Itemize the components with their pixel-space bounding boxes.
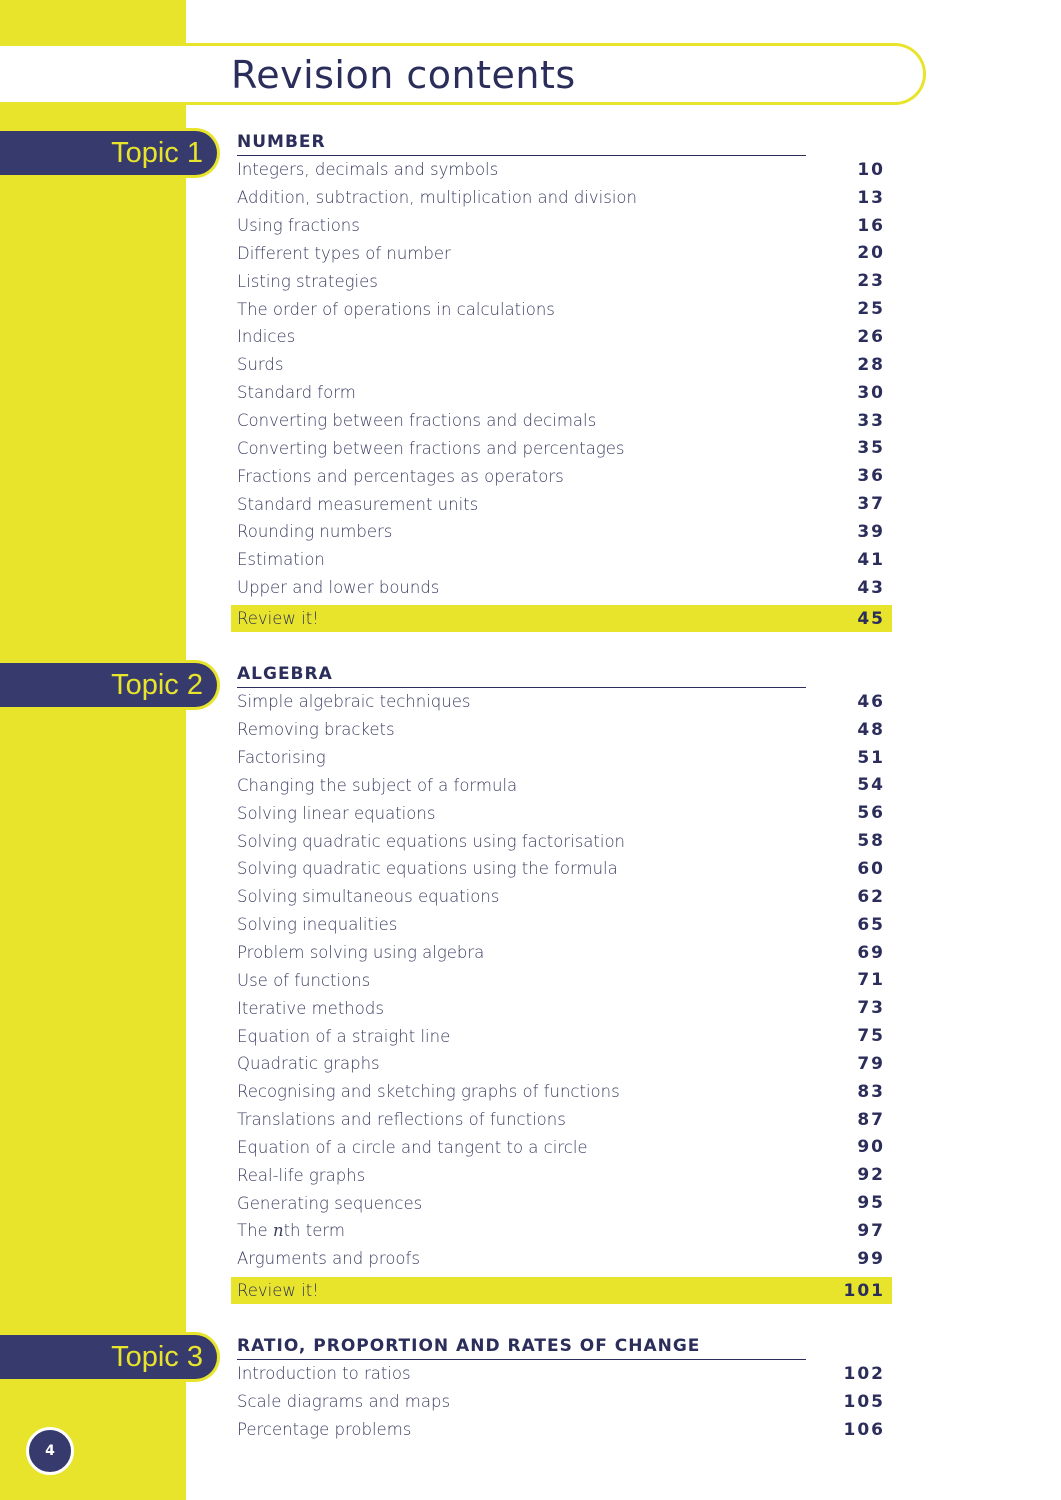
toc-entry[interactable]: [237, 827, 885, 855]
entry-page-number: 43: [857, 577, 885, 598]
entry-title: Solving simultaneous equations: [237, 887, 500, 907]
entry-title: Standard form: [237, 383, 356, 403]
entry-list-algebra: [237, 688, 885, 1273]
toc-entry[interactable]: [237, 994, 885, 1022]
entry-page-number: 75: [857, 1026, 885, 1047]
entry-page-number: 10: [857, 159, 885, 180]
entry-list-number: [237, 156, 885, 602]
entry-title: Solving quadratic equations using the formula: [237, 859, 618, 879]
entry-page-number: 71: [857, 970, 885, 991]
entry-title: The order of operations in calculations: [237, 299, 555, 319]
entry-page-number: 106: [843, 1419, 885, 1440]
toc-entry[interactable]: [237, 1388, 885, 1416]
entry-page-number: 36: [857, 466, 885, 487]
entry-page-number: 16: [857, 215, 885, 236]
entry-title: Addition, subtraction, multiplication and division: [237, 188, 637, 208]
entry-title: Equation of a circle and tangent to a circle: [237, 1137, 588, 1157]
entry-page-number: 26: [857, 326, 885, 347]
entry-title: Removing brackets: [237, 720, 395, 740]
entry-title: Indices: [237, 327, 296, 347]
topic-tab-3: [0, 1332, 220, 1382]
toc-entry[interactable]: [237, 1050, 885, 1078]
toc-entry[interactable]: [237, 1217, 885, 1245]
entry-title: Surds: [237, 355, 284, 375]
entry-title: Estimation: [237, 550, 325, 570]
toc-entry[interactable]: [237, 212, 885, 240]
toc-entry[interactable]: [237, 267, 885, 295]
entry-page-number: 30: [857, 382, 885, 403]
entry-title: Converting between fractions and decimals: [237, 411, 597, 431]
entry-page-number: 60: [857, 858, 885, 879]
entry-page-number: 56: [857, 803, 885, 824]
topic-tab-2: [0, 660, 220, 710]
entry-page-number: 46: [857, 691, 885, 712]
entry-title: Scale diagrams and maps: [237, 1392, 451, 1412]
page-title: Revision contents: [231, 53, 576, 97]
toc-entry[interactable]: [237, 772, 885, 800]
entry-title: Introduction to ratios: [237, 1364, 411, 1384]
entry-page-number: 20: [857, 243, 885, 264]
entry-title: Standard measurement units: [237, 494, 479, 514]
entry-page-number: 62: [857, 886, 885, 907]
entry-list-ratio: [237, 1360, 885, 1444]
toc-entry[interactable]: [237, 799, 885, 827]
review-page: 45: [857, 608, 885, 629]
entry-page-number: 28: [857, 354, 885, 375]
topic-label: Topic 2: [111, 669, 203, 701]
toc-entry[interactable]: [237, 1134, 885, 1162]
toc-entry[interactable]: [237, 1106, 885, 1134]
italic-n: n: [272, 1221, 284, 1241]
entry-title: Different types of number: [237, 243, 451, 263]
entry-page-number: 25: [857, 299, 885, 320]
entry-page-number: 48: [857, 719, 885, 740]
entry-page-number: 95: [857, 1193, 885, 1214]
toc-entry[interactable]: [237, 490, 885, 518]
entry-title: Solving linear equations: [237, 803, 436, 823]
toc-entry[interactable]: [237, 716, 885, 744]
topic-label: Topic 3: [111, 1341, 203, 1373]
entry-page-number: 105: [843, 1391, 885, 1412]
entry-title: Problem solving using algebra: [237, 943, 485, 963]
toc-entry[interactable]: [237, 407, 885, 435]
entry-title: Arguments and proofs: [237, 1249, 420, 1269]
entry-title: Rounding numbers: [237, 522, 393, 542]
toc-entry[interactable]: [237, 574, 885, 602]
entry-page-number: 13: [857, 187, 885, 208]
toc-entry[interactable]: [237, 295, 885, 323]
entry-page-number: 33: [857, 410, 885, 431]
toc-entry[interactable]: [237, 518, 885, 546]
review-bar-topic-1[interactable]: [231, 605, 892, 632]
entry-title: Solving quadratic equations using factorisation: [237, 831, 626, 851]
entry-page-number: 99: [857, 1248, 885, 1269]
toc-entry[interactable]: [237, 434, 885, 462]
entry-title: Percentage problems: [237, 1420, 412, 1440]
topic-tab-1: [0, 128, 220, 178]
review-title: Review it!: [237, 609, 319, 628]
toc-entry[interactable]: [237, 744, 885, 772]
entry-page-number: 54: [857, 775, 885, 796]
page-number-badge: 4: [26, 1427, 74, 1475]
entry-title: Quadratic graphs: [237, 1054, 380, 1074]
entry-page-number: 69: [857, 942, 885, 963]
entry-page-number: 39: [857, 521, 885, 542]
review-page: 101: [843, 1280, 885, 1301]
toc-entry[interactable]: [237, 546, 885, 574]
entry-title: Listing strategies: [237, 271, 378, 291]
entry-title: Iterative methods: [237, 998, 384, 1018]
entry-title: Integers, decimals and symbols: [237, 160, 499, 180]
entry-page-number: 51: [857, 747, 885, 768]
entry-title: Changing the subject of a formula: [237, 775, 518, 795]
entry-title: Converting between fractions and percentages: [237, 438, 625, 458]
toc-entry[interactable]: [237, 855, 885, 883]
entry-title: Recognising and sketching graphs of functions: [237, 1082, 620, 1102]
section-heading-ratio: RATIO, PROPORTION AND RATES OF CHANGE: [237, 1335, 806, 1360]
entry-page-number: 92: [857, 1165, 885, 1186]
toc-entry[interactable]: [237, 1416, 885, 1444]
toc-entry[interactable]: [237, 323, 885, 351]
entry-title: Factorising: [237, 748, 326, 768]
entry-title: Solving inequalities: [237, 915, 398, 935]
sidebar-stripe: [0, 0, 186, 1500]
toc-entry[interactable]: [237, 966, 885, 994]
toc-entry[interactable]: [237, 1161, 885, 1189]
entry-title: Equation of a straight line: [237, 1026, 451, 1046]
toc-entry[interactable]: [237, 1189, 885, 1217]
entry-page-number: 97: [857, 1220, 885, 1241]
entry-title: Use of functions: [237, 970, 371, 990]
entry-title: Upper and lower bounds: [237, 578, 440, 598]
topic-label: Topic 1: [111, 137, 203, 169]
toc-entry[interactable]: [237, 240, 885, 268]
toc-entry[interactable]: [237, 911, 885, 939]
entry-title: Fractions and percentages as operators: [237, 466, 564, 486]
entry-page-number: 102: [843, 1363, 885, 1384]
entry-page-number: 41: [857, 549, 885, 570]
review-title: Review it!: [237, 1281, 319, 1300]
entry-title: The nth term: [237, 1221, 345, 1241]
review-bar-topic-2[interactable]: [231, 1277, 892, 1304]
toc-entry[interactable]: [237, 462, 885, 490]
toc-entry[interactable]: [237, 883, 885, 911]
entry-page-number: 73: [857, 998, 885, 1019]
toc-entry[interactable]: [237, 939, 885, 967]
entry-title: Simple algebraic techniques: [237, 692, 471, 712]
entry-title: Real-life graphs: [237, 1165, 366, 1185]
entry-page-number: 83: [857, 1081, 885, 1102]
toc-entry[interactable]: [237, 379, 885, 407]
entry-page-number: 23: [857, 271, 885, 292]
entry-page-number: 87: [857, 1109, 885, 1130]
entry-title: Using fractions: [237, 216, 360, 236]
entry-page-number: 90: [857, 1137, 885, 1158]
entry-page-number: 35: [857, 438, 885, 459]
toc-entry[interactable]: [237, 1245, 885, 1273]
toc-entry[interactable]: [237, 1360, 885, 1388]
toc-entry[interactable]: [237, 184, 885, 212]
toc-entry[interactable]: [237, 688, 885, 716]
toc-entry[interactable]: [237, 156, 885, 184]
entry-page-number: 37: [857, 494, 885, 515]
toc-entry[interactable]: [237, 1022, 885, 1050]
toc-entry[interactable]: [237, 351, 885, 379]
section-heading-algebra: ALGEBRA: [237, 663, 806, 688]
section-heading-number: NUMBER: [237, 131, 806, 156]
entry-title: Translations and reflections of functions: [237, 1110, 566, 1130]
entry-page-number: 65: [857, 914, 885, 935]
entry-page-number: 79: [857, 1053, 885, 1074]
toc-entry[interactable]: [237, 1078, 885, 1106]
entry-page-number: 58: [857, 831, 885, 852]
entry-title: Generating sequences: [237, 1193, 423, 1213]
